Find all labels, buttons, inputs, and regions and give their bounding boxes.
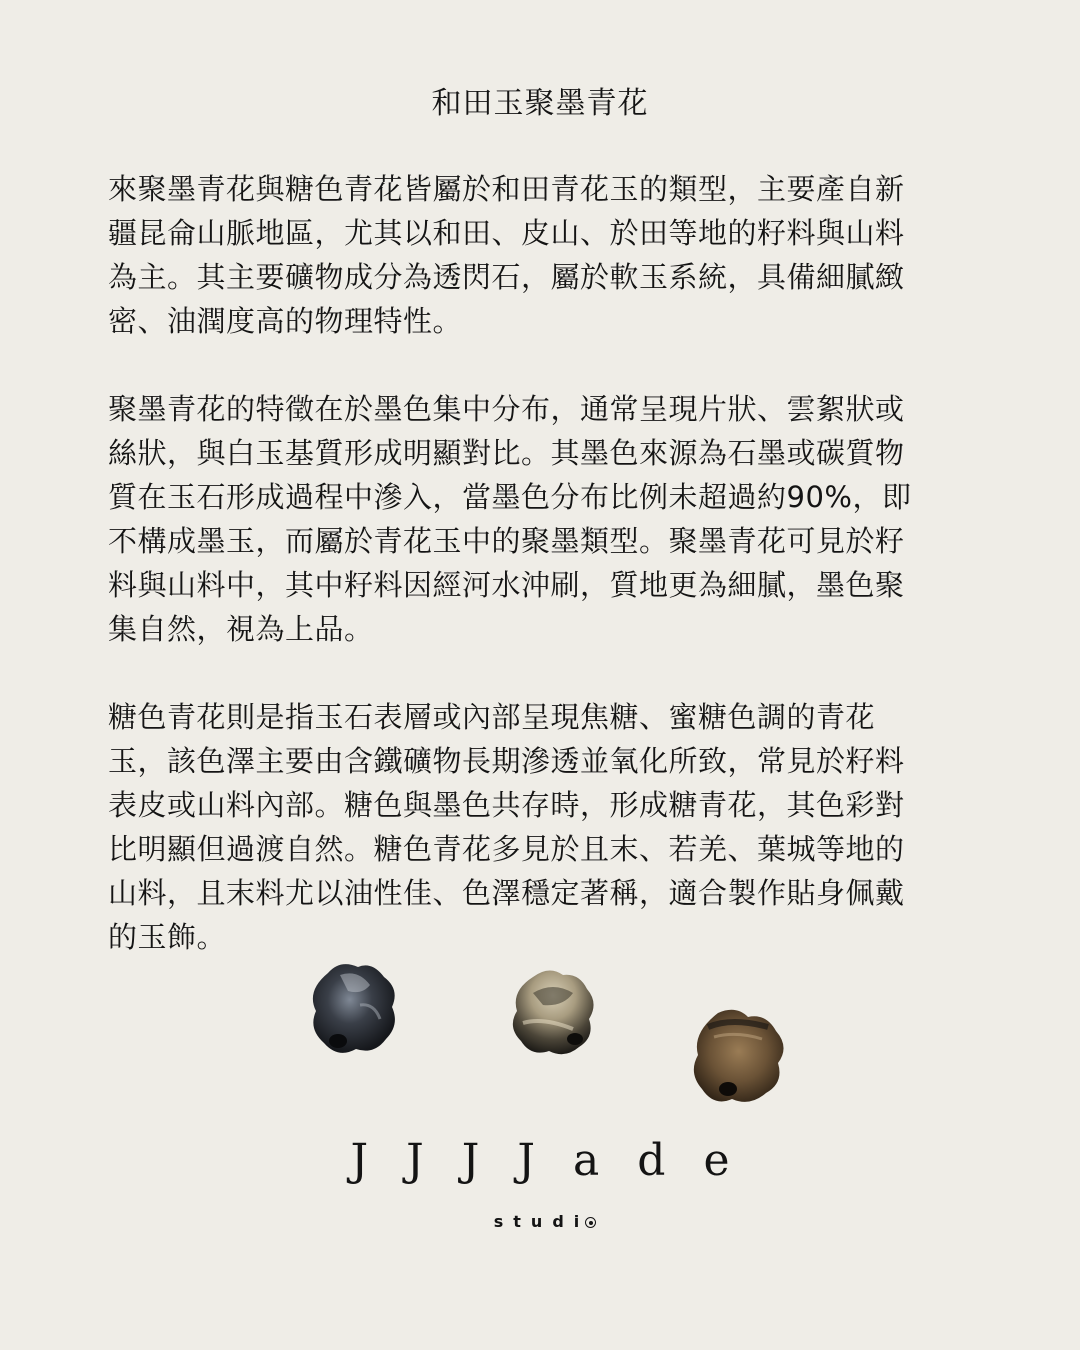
paragraph-line: 山料，且末料尤以油性佳、色澤穩定著稱，適合製作貼身佩戴 (108, 876, 905, 910)
sugar-ink-bead-image (503, 963, 603, 1063)
paragraph-line: 料與山料中，其中籽料因經河水沖刷，質地更為細膩，墨色聚 (108, 568, 905, 602)
paragraph-line: 質在玉石形成過程中滲入，當墨色分布比例未超過約90%，即 (108, 480, 912, 514)
paragraph-line: 疆昆侖山脈地區，尤其以和田、皮山、於田等地的籽料與山料 (108, 216, 905, 250)
article-body (108, 167, 980, 1003)
paragraph-line: 絲狀，與白玉基質形成明顯對比。其墨色來源為石墨或碳質物 (108, 436, 905, 470)
paragraph-line: 集自然，視為上品。 (108, 612, 374, 646)
paragraph-2 (108, 387, 980, 651)
logo-o-icon (585, 1217, 596, 1228)
paragraph-line: 為主。其主要礦物成分為透閃石，屬於軟玉系統，具備細膩緻 (108, 260, 905, 294)
ink-jade-bead-image (300, 955, 410, 1065)
paragraph-line: 來聚墨青花與糖色青花皆屬於和田青花玉的類型，主要產自新 (108, 172, 905, 206)
paragraph-line: 玉，該色澤主要由含鐵礦物長期滲透並氧化所致，常見於籽料 (108, 744, 905, 778)
brown-sugar-bead-image (684, 1003, 794, 1113)
paragraph-3 (108, 695, 980, 959)
brand-subtitle-text: studi (493, 1212, 590, 1231)
paragraph-line: 表皮或山料內部。糖色與墨色共存時，形成糖青花，其色彩對 (108, 788, 905, 822)
paragraph-1 (108, 167, 980, 343)
paragraph-line: 糖色青花則是指玉石表層或內部呈現焦糖、蜜糖色調的青花 (108, 700, 876, 734)
brand-subtitle (0, 1212, 1080, 1231)
brand-logo: JJJJade (350, 1135, 768, 1186)
paragraph-line: 不構成墨玉，而屬於青花玉中的聚墨類型。聚墨青花可見於籽 (108, 524, 905, 558)
paragraph-line: 聚墨青花的特徵在於墨色集中分布，通常呈現片狀、雲絮狀或 (108, 392, 905, 426)
jade-bead-photos (0, 955, 1080, 1115)
paragraph-line: 的玉飾。 (108, 920, 227, 954)
paragraph-line: 密、油潤度高的物理特性。 (108, 304, 463, 338)
page-title: 和田玉聚墨青花 (431, 86, 649, 121)
paragraph-line: 比明顯但過渡自然。糖色青花多見於且末、若羌、葉城等地的 (108, 832, 905, 866)
